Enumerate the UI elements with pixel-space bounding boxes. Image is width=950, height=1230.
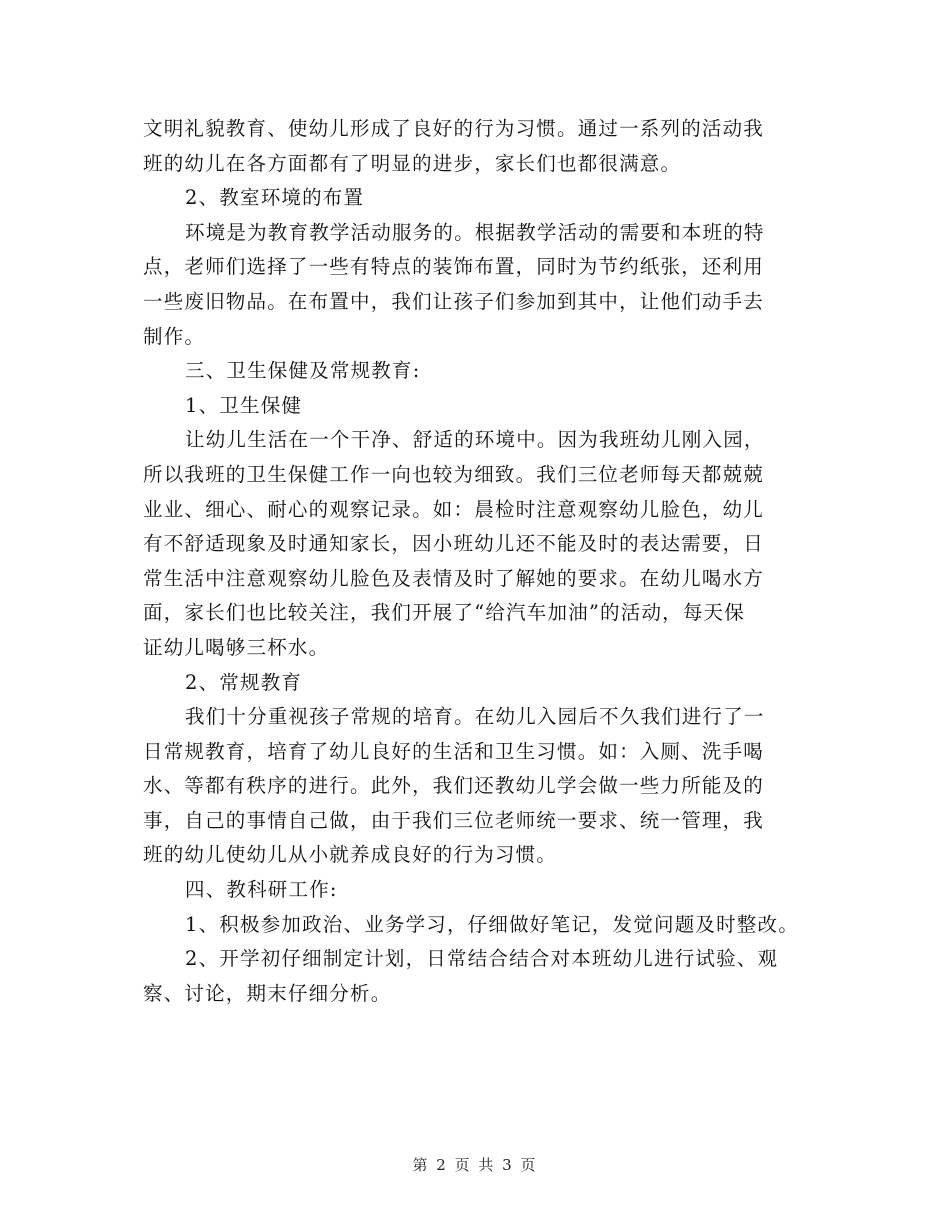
text-line: 一些废旧物品。在布置中，我们让孩子们参加到其中，让他们动手去 xyxy=(143,289,765,313)
text-line: 让幼儿生活在一个干净、舒适的环境中。因为我班幼儿刚入园， xyxy=(185,428,765,452)
text-line: 班的幼儿使幼儿从小就养成良好的行为习惯。 xyxy=(143,843,558,867)
text-line: 制作。 xyxy=(143,324,206,348)
text-line: 我们十分重视孩子常规的培育。在幼儿入园后不久我们进行了一 xyxy=(185,705,765,729)
text-line: 事，自己的事情自己做，由于我们三位老师统一要求、统一管理，我 xyxy=(143,808,765,832)
section-heading: 2、常规教育 xyxy=(185,670,303,694)
text-line: 文明礼貌教育、使幼儿形成了良好的行为习惯。通过一系列的活动我 xyxy=(143,117,765,140)
document-body xyxy=(143,112,823,1011)
page-number-footer: 第 2 页 共 3 页 xyxy=(412,1156,538,1174)
text-line: 1、积极参加政治、业务学习，仔细做好笔记，发觉问题及时整改。 xyxy=(185,912,799,936)
section-heading: 三、卫生保健及常规教育: xyxy=(185,359,421,383)
text-line: 察、讨论，期末仔细分析。 xyxy=(143,981,392,1005)
text-line: 业业、细心、耐心的观察记录。如：晨检时注意观察幼儿脸色，幼儿 xyxy=(143,497,765,521)
text-line: 面，家长们也比较关注，我们开展了“给汽车加油”的活动，每天保 xyxy=(143,601,745,625)
section-heading: 2、教室环境的布置 xyxy=(185,186,365,210)
section-heading: 四、教科研工作: xyxy=(185,878,338,902)
text-line: 班的幼儿在各方面都有了明显的进步，家长们也都很满意。 xyxy=(143,151,682,175)
text-line: 常生活中注意观察幼儿脸色及表情及时了解她的要求。在幼儿喝水方 xyxy=(143,566,765,590)
text-line: 水、等都有秩序的进行。此外，我们还教幼儿学会做一些力所能及的 xyxy=(143,774,765,798)
section-heading: 1、卫生保健 xyxy=(185,393,303,417)
text-line: 点，老师们选择了一些有特点的装饰布置，同时为节约纸张，还利用 xyxy=(143,255,765,279)
text-line: 有不舒适现象及时通知家长，因小班幼儿还不能及时的表达需要，日 xyxy=(143,532,765,556)
text-line: 日常规教育，培育了幼儿良好的生活和卫生习惯。如：入厕、洗手喝 xyxy=(143,739,765,763)
text-line: 环境是为教育教学活动服务的。根据教学活动的需要和本班的特 xyxy=(185,220,765,244)
text-line: 2、开学初仔细制定计划，日常结合结合对本班幼儿进行试验、观 xyxy=(185,947,779,971)
text-line: 所以我班的卫生保健工作一向也较为细致。我们三位老师每天都兢兢 xyxy=(143,462,765,486)
text-line: 证幼儿喝够三杯水。 xyxy=(143,635,330,659)
